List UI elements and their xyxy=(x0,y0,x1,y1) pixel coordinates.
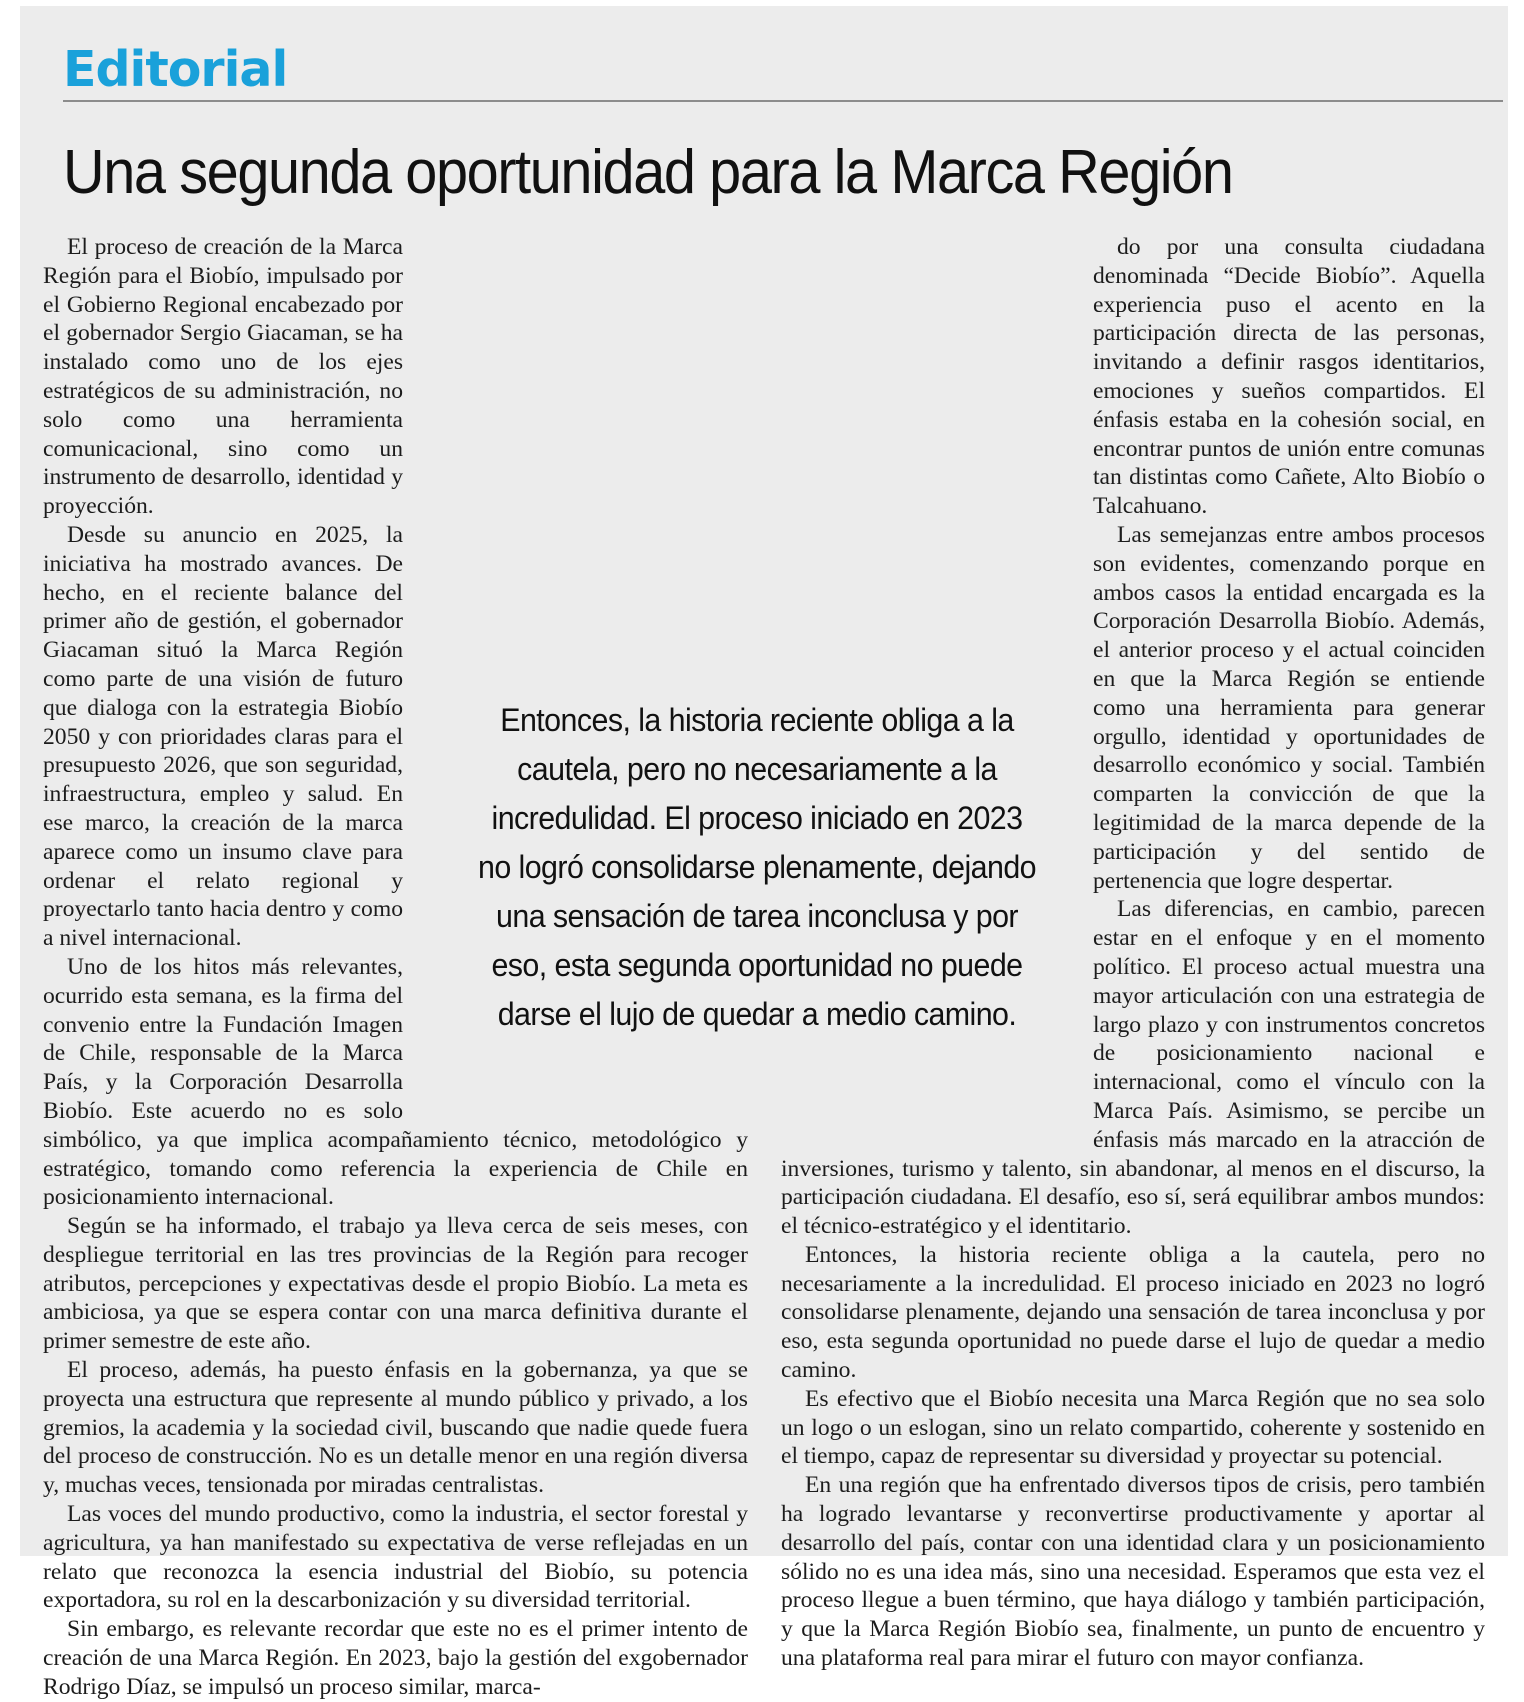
paragraph: Es efectivo que el Biobío necesita una Marca Región que no sea solo un logo o un eslogan, sino un relato compartido, coherente y sostenido en el tiempo, capaz de representar su diversidad y proyectar su potencial. xyxy=(781,1385,1485,1470)
paragraph: do por una consulta ciudadana denominada “Decide Biobío”. Aquella experiencia puso el acento en la participación directa de las personas, invitando a definir rasgos identitarios, emociones y sueños compartidos. El énfasis estaba en la cohesión social, en encontrar puntos de unión entre comunas tan distintas como Cañete, Alto Biobío o Talcahuano. xyxy=(1093,234,1485,520)
pull-quote: Entonces, la historia reciente obliga a la cautela, pero no necesariamente a la incredulidad. El proceso iniciado en 2023 no logró consolidarse plenamente, dejando una sensación de tarea inconclusa y por eso, esta segunda oportunidad no puede darse el lujo de quedar a medio camino. xyxy=(477,702,1037,1032)
headline: Una segunda oportunidad para la Marca Región xyxy=(63,138,1233,207)
paragraph: El proceso de creación de la Marca Región para el Biobío, impulsado por el Gobierno Regional encabezado por el gobernador Sergio Giacaman, se ha instalado como uno de los ejes estratégicos de su administración, no solo como una herramienta comunicacional, sino como un instrumento de desarrollo, identidad y proyección. xyxy=(43,234,403,520)
paragraph: Las voces del mundo productivo, como la industria, el sector forestal y agricultura, ya han manifestado su expectativa de verse reflejadas en un relato que reconozca la esencia industrial del Biobío, su potencia exportadora, su rol en la descarbonización y su diversidad territorial. xyxy=(43,1501,748,1614)
paragraph: Las diferencias, en cambio, parecen estar en el enfoque y en el momento político. El proceso actual muestra una mayor articulación con una estrategia de largo plazo y con instrumentos concretos de posicionamiento nacional e internacional, como el vínculo con la Marca País. Asimismo, se percibe un énfasis más marcado en la atracción de inversiones, turismo y talento, sin abandonar, al menos en el discurso, la participación ciudadana. El desafío, eso sí, será equilibrar ambos mundos: el técnico-estratégico y el identitario. xyxy=(781,896,1485,1240)
paragraph: Las semejanzas entre ambos procesos son evidentes, comenzando porque en ambos casos la entidad encargada es la Corporación Desarrolla Biobío. Además, el anterior proceso y el actual coinciden en que la Marca Región se entiende como una herramienta para generar orgullo, identidad y oportunidades de desarrollo económico y social. También comparten la convicción de que la legitimidad de la marca depende de la participación y del sentido de pertenencia que logre despertar. xyxy=(1093,521,1485,894)
paragraph: Entonces, la historia reciente obliga a la cautela, pero no necesariamente a la incredulidad. El proceso iniciado en 2023 no logró consolidarse plenamente, dejando una sensación de tarea inconclusa y por eso, esta segunda oportunidad no puede darse el lujo de quedar a medio camino. xyxy=(781,1241,1485,1384)
paragraph: En una región que ha enfrentado diversos tipos de crisis, pero también ha logrado levantarse y reconvertirse productivamente y aportar al desarrollo del país, contar con una identidad clara y un posicionamiento sólido no es una idea más, sino una necesidad. Esperamos que esta vez el proceso llegue a buen término, que haya diálogo y también participación, y que la Marca Región Biobío sea, finalmente, un punto de encuentro y una plataforma real para mirar el futuro con mayor confianza. xyxy=(781,1472,1485,1672)
paragraph: Uno de los hitos más relevantes, ocurrido esta semana, es la firma del convenio entre la Fundación Imagen de Chile, responsable de la Marca País, y la Corporación Desarrolla Biobío. Este acuerdo no es solo simbólico, ya que implica acompañamiento técnico, metodológico y estratégico, tomando como referencia la experiencia de Chile en posicionamiento internacional. xyxy=(43,953,748,1211)
paragraph: El proceso, además, ha puesto énfasis en la gobernanza, ya que se proyecta una estructura que represente al mundo público y privado, a los gremios, la academia y la sociedad civil, buscando que nadie quede fuera del proceso de construcción. No es un detalle menor en una región diversa y, muchas veces, tensionada por miradas centralistas. xyxy=(43,1357,748,1499)
paragraph: Desde su anuncio en 2025, la iniciativa ha mostrado avances. De hecho, en el reciente balance del primer año de gestión, el gobernador Giacaman situó la Marca Región como parte de una visión de futuro que dialoga con la estrategia Biobío 2050 y con prioridades claras para el presupuesto 2026, que son seguridad, infraestructura, empleo y salud. En ese marco, la creación de la marca aparece como un insumo clave para ordenar el relato regional y proyectarlo tanto hacia dentro y como a nivel internacional. xyxy=(43,521,403,952)
section-label: Editorial xyxy=(63,41,288,98)
section-rule xyxy=(63,100,1503,102)
paragraph: Según se ha informado, el trabajo ya lleva cerca de seis meses, con despliegue territorial en las tres provincias de la Región para recoger atributos, percepciones y expectativas desde el propio Biobío. La meta es ambiciosa, ya que se espera contar con una marca definitiva durante el primer semestre de este año. xyxy=(43,1213,748,1355)
paragraph: Sin embargo, es relevante recordar que este no es el primer intento de creación de una Marca Región. En 2023, bajo la gestión del exgobernador Rodrigo Díaz, se impulsó un proceso similar, marca- xyxy=(43,1616,748,1700)
